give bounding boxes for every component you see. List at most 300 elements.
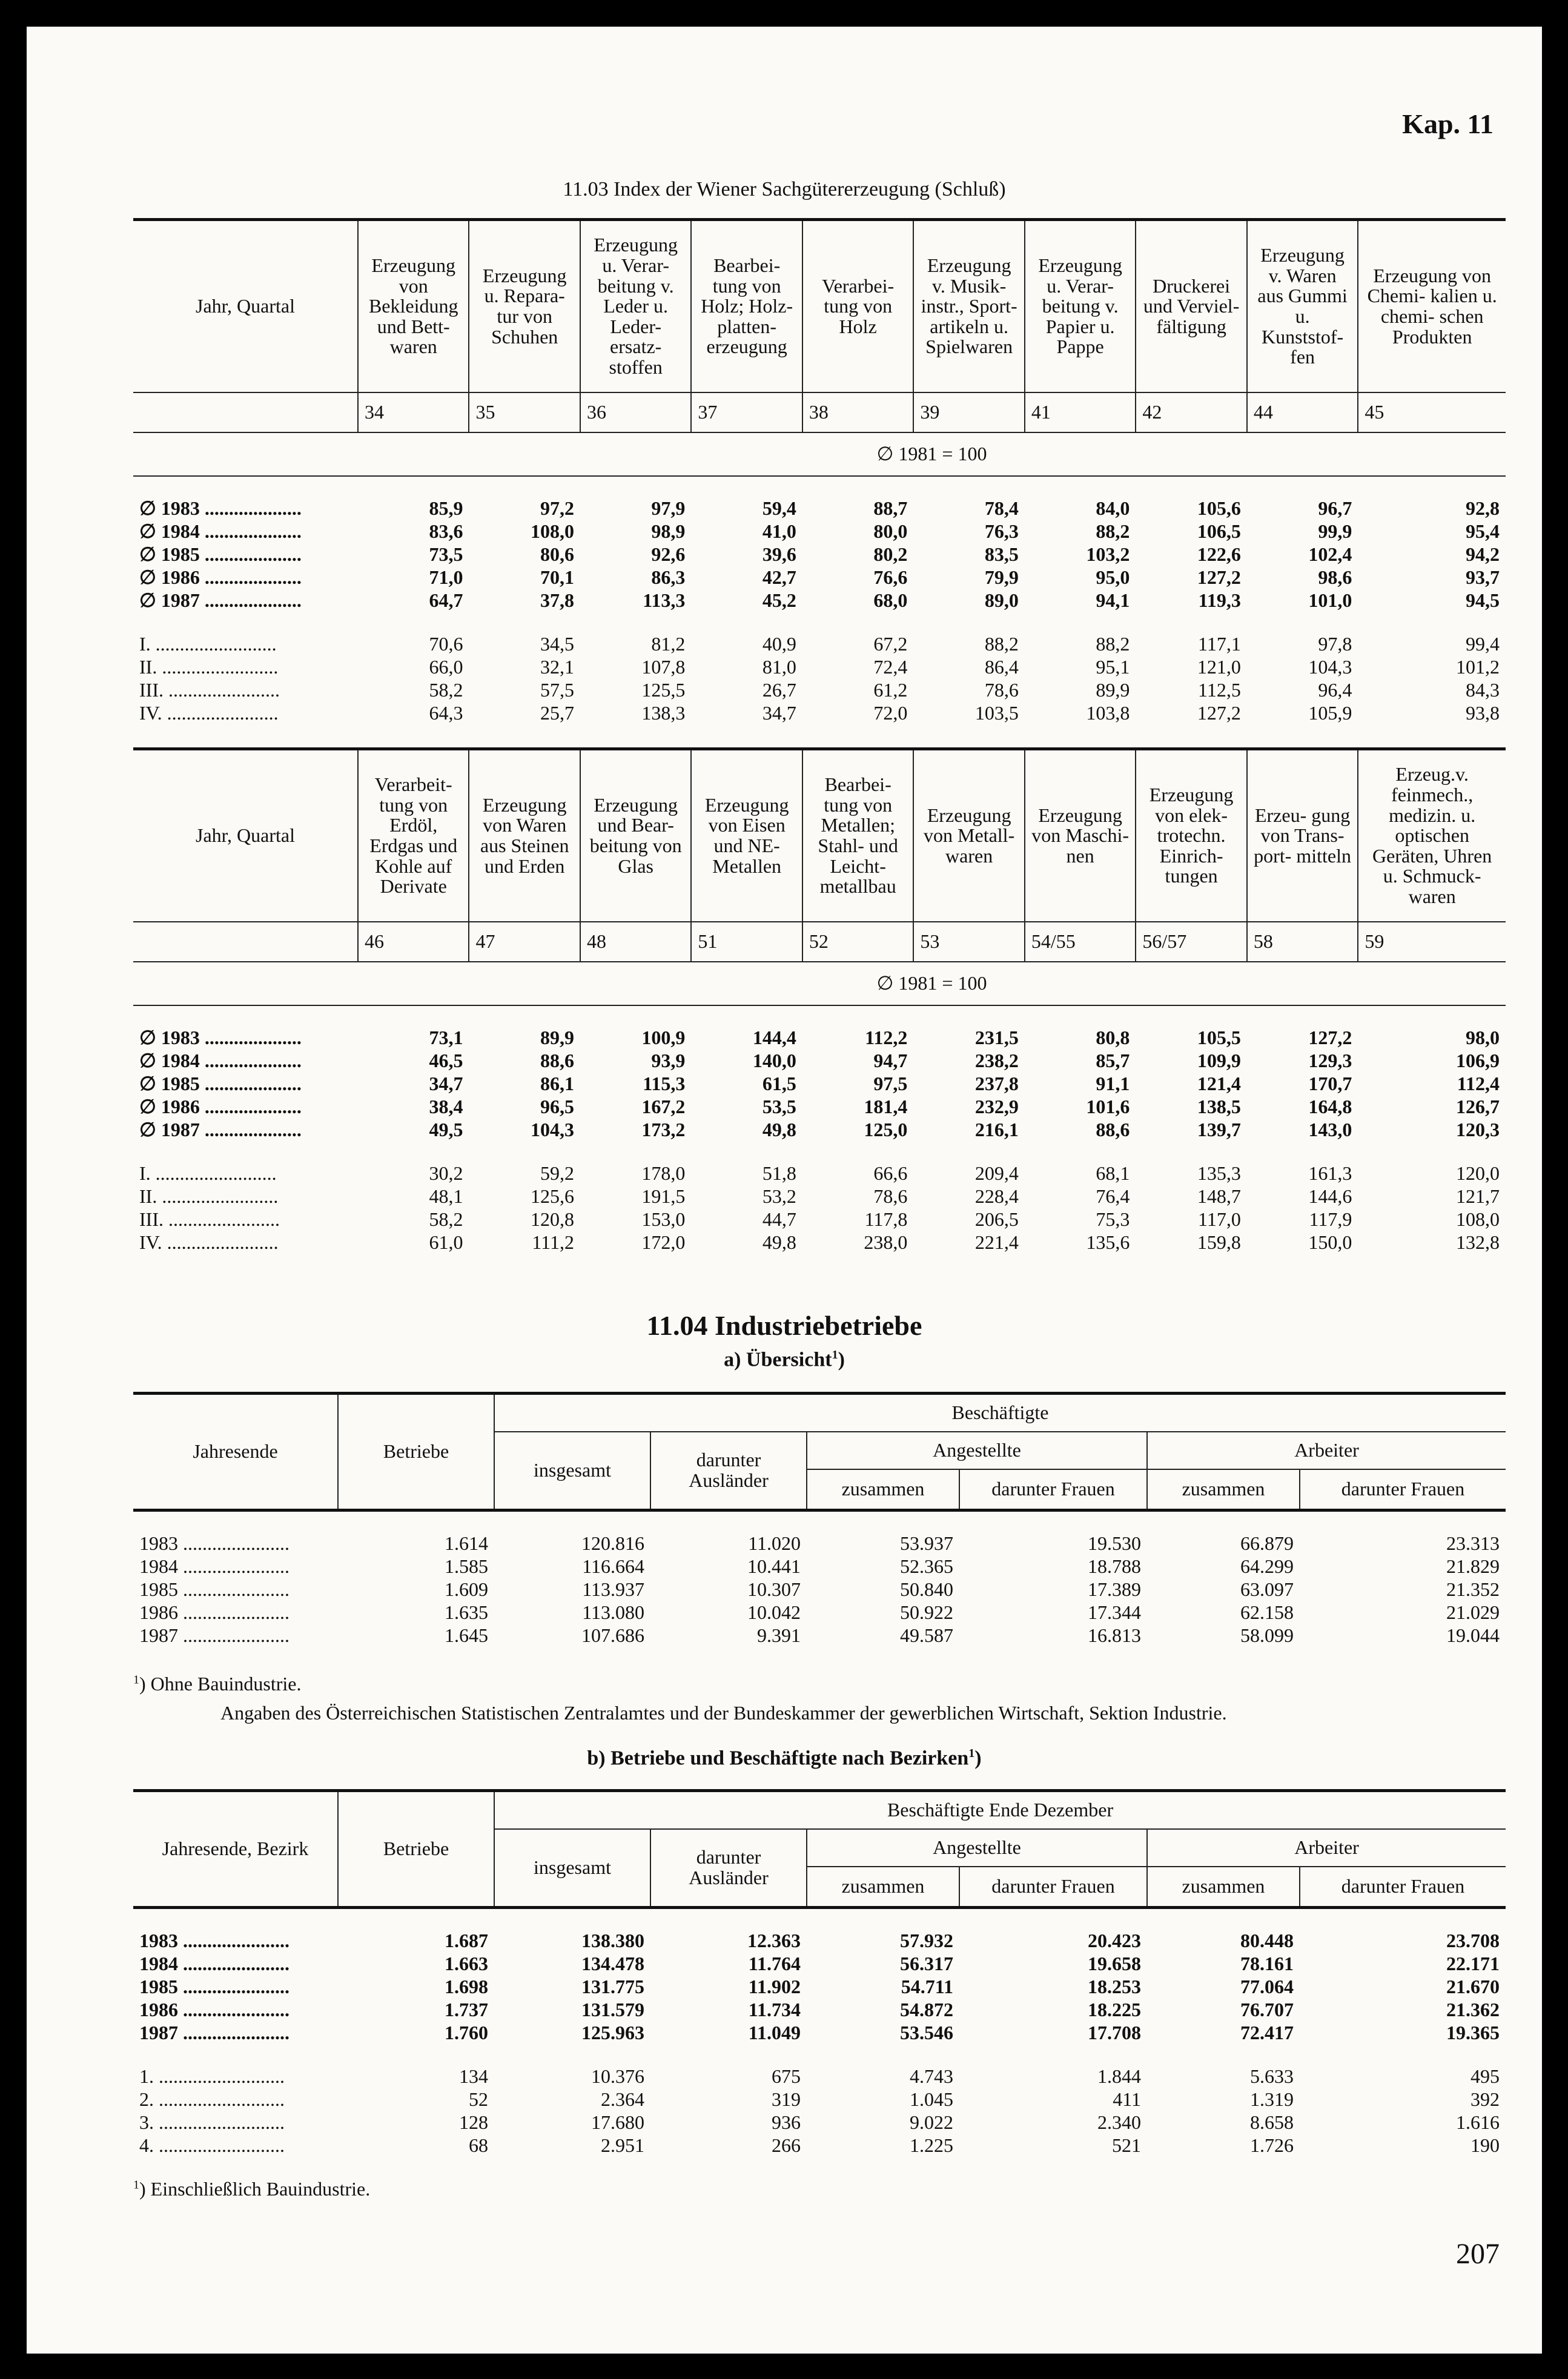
value-cell: 97,2 [540, 497, 574, 520]
value-cell: 98,6 [1318, 566, 1352, 589]
value-cell: 178,0 [641, 1162, 686, 1185]
value-cell: 86,1 [540, 1073, 574, 1095]
value-cell: 139,7 [1197, 1119, 1241, 1141]
value-cell: 76,3 [984, 520, 1019, 543]
column-header: Verarbei- tung von Holz [802, 220, 913, 393]
value-cell: 85,9 [429, 497, 463, 520]
value-cell: 150,0 [1308, 1231, 1352, 1254]
value-cell: 61,0 [429, 1231, 463, 1254]
value-cell: 107,8 [641, 656, 686, 678]
value-cell: 127,2 [1197, 702, 1241, 724]
value-cell: 57,5 [540, 679, 574, 701]
row-label: ∅ 1986 .................... [139, 1096, 302, 1118]
value-cell: 1.045 [910, 2088, 953, 2111]
value-cell: 228,4 [974, 1185, 1019, 1208]
value-cell: 84,3 [1466, 679, 1500, 701]
table-row [133, 1976, 1506, 1999]
subheader: darunter Frauen [959, 1469, 1147, 1510]
table-row [133, 1050, 1506, 1073]
value-cell: 1.319 [1250, 2088, 1294, 2111]
value-cell: 80.448 [1240, 1930, 1294, 1952]
value-cell: 83,6 [429, 520, 463, 543]
code-blank [133, 392, 358, 432]
column-code: 44 [1247, 392, 1358, 432]
value-cell: 95,0 [1096, 566, 1130, 589]
value-cell: 181,4 [864, 1096, 908, 1118]
spacer [133, 2045, 1506, 2065]
value-cell: 75,3 [1096, 1208, 1130, 1231]
value-cell: 1.737 [445, 1999, 488, 2021]
value-cell: 112,4 [1457, 1073, 1500, 1095]
base-label: ∅ 1981 = 100 [358, 432, 1506, 476]
value-cell: 25,7 [540, 702, 574, 724]
value-cell: 138.380 [581, 1930, 644, 1952]
value-cell: 111,2 [532, 1231, 574, 1254]
value-cell: 76,6 [873, 566, 908, 589]
table-row [133, 566, 1506, 589]
table-row [133, 2022, 1506, 2045]
table-row [133, 1999, 1506, 2022]
value-cell: 1.225 [910, 2134, 953, 2157]
column-code: 45 [1358, 392, 1506, 432]
value-cell: 108,0 [530, 520, 574, 543]
value-cell: 51,8 [762, 1162, 796, 1185]
row-label: 2. .......................... [139, 2088, 285, 2111]
value-cell: 167,2 [641, 1096, 686, 1118]
value-cell: 113.937 [582, 1578, 644, 1601]
row-label: III. ....................... [139, 1208, 280, 1231]
value-cell: 52 [469, 2088, 488, 2111]
value-cell: 67,2 [873, 633, 908, 655]
value-cell: 1.609 [445, 1578, 488, 1601]
value-cell: 104,3 [1308, 656, 1352, 678]
value-cell: 49,5 [429, 1119, 463, 1141]
value-cell: 125.963 [581, 2022, 644, 2044]
value-cell: 17.389 [1088, 1578, 1141, 1601]
value-cell: 61,2 [873, 679, 908, 701]
spacer-row [133, 1510, 1506, 1533]
value-cell: 80,6 [540, 543, 574, 566]
table-row [133, 1624, 1506, 1647]
value-cell: 100,9 [641, 1027, 686, 1049]
auslaender-header: darunter Ausländer [650, 1829, 807, 1908]
arbeiter-header: Arbeiter [1147, 1829, 1506, 1867]
value-cell: 86,3 [651, 566, 686, 589]
value-cell: 131.775 [581, 1976, 644, 1998]
value-cell: 113,3 [643, 589, 686, 612]
value-cell: 109,9 [1197, 1050, 1241, 1072]
value-cell: 101,2 [1456, 656, 1500, 678]
value-cell: 238,2 [974, 1050, 1019, 1072]
row-label: IV. ....................... [139, 702, 279, 724]
value-cell: 98,9 [651, 520, 686, 543]
row-label: 4. .......................... [139, 2134, 285, 2157]
value-cell: 22.171 [1446, 1953, 1500, 1975]
value-cell: 99,4 [1466, 633, 1500, 655]
value-cell: 411 [1113, 2088, 1141, 2111]
value-cell: 21.829 [1446, 1555, 1500, 1578]
value-cell: 1.844 [1097, 2065, 1141, 2088]
row-label: II. ........................ [139, 656, 279, 678]
column-code: 48 [580, 922, 691, 962]
table-row [133, 1555, 1506, 1578]
value-cell: 18.225 [1088, 1999, 1141, 2021]
spacer [133, 1005, 1506, 1027]
value-cell: 12.363 [747, 1930, 801, 1952]
column-header: Bearbei- tung von Holz; Holz- platten- erzeugung [691, 220, 802, 393]
value-cell: 68,1 [1096, 1162, 1130, 1185]
value-cell: 101,6 [1086, 1096, 1130, 1118]
value-cell: 48,1 [429, 1185, 463, 1208]
table-1104a-subtitle: a) Übersicht$^1$) [724, 1348, 845, 1371]
header-row [133, 220, 1506, 393]
value-cell: 103,5 [974, 702, 1019, 724]
column-header: Erzeug.v. feinmech., medizin. u. optischen Geräten, Uhren u. Schmuck- waren [1358, 749, 1506, 922]
value-cell: 62.158 [1240, 1601, 1294, 1624]
table-row [133, 1185, 1506, 1208]
value-cell: 40,9 [762, 633, 796, 655]
value-cell: 20.423 [1088, 1930, 1141, 1952]
spacer-row [133, 612, 1506, 633]
value-cell: 319 [772, 2088, 801, 2111]
table-row [133, 679, 1506, 702]
value-cell: 10.307 [747, 1578, 801, 1601]
value-cell: 49.587 [900, 1624, 953, 1647]
row-label: 3. .......................... [139, 2111, 285, 2134]
value-cell: 172,0 [641, 1231, 686, 1254]
value-cell: 1.663 [445, 1953, 488, 1975]
value-cell: 21.352 [1446, 1578, 1500, 1601]
value-cell: 170,7 [1308, 1073, 1352, 1095]
column-code: 51 [691, 922, 802, 962]
table-row [133, 633, 1506, 656]
value-cell: 125,0 [864, 1119, 908, 1141]
value-cell: 120,0 [1456, 1162, 1500, 1185]
value-cell: 1.635 [445, 1601, 488, 1624]
header-row [133, 1394, 1506, 1432]
column-code: 34 [358, 392, 469, 432]
value-cell: 134 [459, 2065, 488, 2088]
value-cell: 96,7 [1318, 497, 1352, 520]
table-row [133, 702, 1506, 725]
column-code: 52 [802, 922, 913, 962]
value-cell: 266 [772, 2134, 801, 2157]
value-cell: 70,6 [429, 633, 463, 655]
row-label: ∅ 1986 .................... [139, 566, 302, 589]
footnote-1104a: $^1$) Ohne Bauindustrie. [133, 1673, 302, 1695]
value-cell: 120,8 [530, 1208, 574, 1231]
value-cell: 10.042 [747, 1601, 801, 1624]
value-cell: 92,8 [1466, 497, 1500, 520]
row-header-cell: Jahr, Quartal [133, 749, 358, 922]
value-cell: 83,5 [984, 543, 1019, 566]
value-cell: 2.340 [1097, 2111, 1141, 2134]
value-cell: 79,9 [984, 566, 1019, 589]
value-cell: 21.362 [1446, 1999, 1500, 2021]
value-cell: 16.813 [1088, 1624, 1141, 1647]
value-cell: 159,8 [1197, 1231, 1241, 1254]
table-row [133, 2134, 1506, 2157]
beschaeftigte-header: Beschäftigte Ende Dezember [494, 1791, 1506, 1830]
value-cell: 1.585 [445, 1555, 488, 1578]
value-cell: 94,5 [1466, 589, 1500, 612]
value-cell: 37,8 [540, 589, 574, 612]
auslaender-header: darunter Ausländer [650, 1432, 807, 1510]
value-cell: 34,7 [429, 1073, 463, 1095]
value-cell: 99,9 [1318, 520, 1352, 543]
column-header: Erzeugung v. Musik- instr., Sport- artikeln u. Spielwaren [913, 220, 1024, 393]
row-label: I. ......................... [139, 1162, 277, 1185]
value-cell: 135,3 [1197, 1162, 1241, 1185]
value-cell: 94,2 [1466, 543, 1500, 566]
row-label: ∅ 1985 .................... [139, 1073, 302, 1095]
value-cell: 143,0 [1308, 1119, 1352, 1141]
column-code: 38 [802, 392, 913, 432]
value-cell: 97,8 [1318, 633, 1352, 655]
value-cell: 190 [1470, 2134, 1500, 2157]
value-cell: 129,3 [1308, 1050, 1352, 1072]
table-row [133, 1096, 1506, 1119]
table-row [133, 2065, 1506, 2088]
value-cell: 54.711 [901, 1976, 953, 1998]
subheader: zusammen [807, 1867, 959, 1908]
table-row [133, 1119, 1506, 1142]
value-cell: 209,4 [974, 1162, 1019, 1185]
value-cell: 1.645 [445, 1624, 488, 1647]
base-blank [133, 432, 358, 476]
table-row [133, 520, 1506, 543]
value-cell: 73,1 [429, 1027, 463, 1049]
column-header: Bearbei- tung von Metallen; Stahl- und Leicht- metallbau [802, 749, 913, 922]
value-cell: 126,7 [1456, 1096, 1500, 1118]
value-cell: 120.816 [581, 1532, 644, 1555]
value-cell: 34,7 [762, 702, 796, 724]
value-cell: 88,2 [984, 633, 1019, 655]
value-cell: 11.902 [748, 1976, 801, 1998]
value-cell: 9.391 [757, 1624, 801, 1647]
column-code: 46 [358, 922, 469, 962]
value-cell: 127,2 [1197, 566, 1241, 589]
value-cell: 50.922 [900, 1601, 953, 1624]
value-cell: 95,4 [1466, 520, 1500, 543]
value-cell: 116.664 [582, 1555, 644, 1578]
value-cell: 88,6 [540, 1050, 574, 1072]
table-row [133, 1208, 1506, 1231]
column-header: Erzeugung von Chemi- kalien u. chemi- schen Produkten [1358, 220, 1506, 393]
column-code: 53 [913, 922, 1024, 962]
value-cell: 106,5 [1197, 520, 1241, 543]
value-cell: 128 [459, 2111, 488, 2134]
value-cell: 173,2 [641, 1119, 686, 1141]
subheader: zusammen [1147, 1867, 1300, 1908]
base-blank [133, 962, 358, 1005]
row-label: ∅ 1987 .................... [139, 589, 302, 612]
districts-table [133, 1789, 1506, 2157]
value-cell: 144,6 [1308, 1185, 1352, 1208]
value-cell: 81,2 [651, 633, 686, 655]
value-cell: 17.344 [1088, 1601, 1141, 1624]
value-cell: 70,1 [540, 566, 574, 589]
column-header: Druckerei und Verviel- fältigung [1136, 220, 1246, 393]
value-cell: 17.708 [1088, 2022, 1141, 2044]
column-header: Erzeu- gung von Trans- port- mitteln [1247, 749, 1358, 922]
row-header-cell: Jahresende, Bezirk [133, 1791, 338, 1908]
value-cell: 80,8 [1096, 1027, 1130, 1049]
index-table-part-1 [133, 218, 1506, 725]
value-cell: 21.029 [1446, 1601, 1500, 1624]
value-cell: 105,5 [1197, 1027, 1241, 1049]
value-cell: 119,3 [1198, 589, 1241, 612]
arbeiter-header: Arbeiter [1147, 1432, 1506, 1469]
value-cell: 72.417 [1240, 2022, 1294, 2044]
value-cell: 41,0 [762, 520, 796, 543]
value-cell: 221,4 [974, 1231, 1019, 1254]
value-cell: 92,6 [651, 543, 686, 566]
value-cell: 78,4 [984, 497, 1019, 520]
value-cell: 76.707 [1240, 1999, 1294, 2021]
column-code: 56/57 [1136, 922, 1246, 962]
industry-overview-table [133, 1392, 1506, 1647]
row-label: ∅ 1985 .................... [139, 543, 302, 566]
value-cell: 936 [772, 2111, 801, 2134]
row-label: ∅ 1984 .................... [139, 1050, 302, 1072]
betriebe-header: Betriebe [338, 1394, 494, 1510]
value-cell: 59,2 [540, 1162, 574, 1185]
value-cell: 231,5 [974, 1027, 1019, 1049]
column-code: 58 [1247, 922, 1358, 962]
value-cell: 66,6 [873, 1162, 908, 1185]
value-cell: 8.658 [1250, 2111, 1294, 2134]
column-code: 36 [580, 392, 691, 432]
spacer-row [133, 1142, 1506, 1162]
column-code: 35 [469, 392, 580, 432]
value-cell: 18.788 [1088, 1555, 1141, 1578]
value-cell: 38,4 [429, 1096, 463, 1118]
value-cell: 117,1 [1198, 633, 1241, 655]
row-label: 1987 ...................... [139, 2022, 289, 2044]
spacer-row [133, 1005, 1506, 1027]
column-header: Erzeugung u. Verar- beitung v. Leder u. Leder- ersatz- stoffen [580, 220, 691, 393]
table-row [133, 1162, 1506, 1185]
value-cell: 19.530 [1088, 1532, 1141, 1555]
insgesamt-header: insgesamt [494, 1829, 650, 1908]
row-header-cell: Jahr, Quartal [133, 220, 358, 393]
value-cell: 78,6 [873, 1185, 908, 1208]
insgesamt-header: insgesamt [494, 1432, 650, 1510]
value-cell: 495 [1470, 2065, 1500, 2088]
value-cell: 1.687 [445, 1930, 488, 1952]
value-cell: 57.932 [900, 1930, 953, 1952]
subheader: zusammen [1147, 1469, 1300, 1510]
value-cell: 106,9 [1456, 1050, 1500, 1072]
row-label: 1985 ...................... [139, 1976, 289, 1998]
value-cell: 23.708 [1446, 1930, 1500, 1952]
value-cell: 80,0 [873, 520, 908, 543]
value-cell: 49,8 [762, 1119, 796, 1141]
value-cell: 66,0 [429, 656, 463, 678]
row-label: I. ......................... [139, 633, 277, 655]
value-cell: 88,6 [1096, 1119, 1130, 1141]
spacer [133, 1510, 1506, 1533]
value-cell: 97,9 [651, 497, 686, 520]
beschaeftigte-header: Beschäftigte [494, 1394, 1506, 1432]
table-1104b-subtitle: b) Betriebe und Beschäftigte nach Bezirken$^1$) [587, 1747, 982, 1770]
value-cell: 1.726 [1250, 2134, 1294, 2157]
value-cell: 112,2 [865, 1027, 908, 1049]
value-cell: 19.658 [1088, 1953, 1141, 1975]
row-label: 1986 ...................... [139, 1601, 289, 1624]
table-row [133, 1953, 1506, 1976]
value-cell: 50.840 [900, 1578, 953, 1601]
table-row [133, 589, 1506, 612]
value-cell: 78,6 [984, 679, 1019, 701]
value-cell: 93,9 [651, 1050, 686, 1072]
row-label: 1985 ...................... [139, 1578, 289, 1601]
row-label: ∅ 1987 .................... [139, 1119, 302, 1141]
value-cell: 54.872 [900, 1999, 953, 2021]
value-cell: 81,0 [762, 656, 796, 678]
value-cell: 39,6 [762, 543, 796, 566]
value-cell: 121,0 [1197, 656, 1241, 678]
value-cell: 148,7 [1197, 1185, 1241, 1208]
value-cell: 49,8 [762, 1231, 796, 1254]
spacer [133, 1142, 1506, 1162]
spacer-row [133, 2045, 1506, 2065]
value-cell: 76,4 [1096, 1185, 1130, 1208]
code-row [133, 922, 1506, 962]
column-header: Erzeugung v. Waren aus Gummi u. Kunststof- fen [1247, 220, 1358, 393]
value-cell: 102,4 [1308, 543, 1352, 566]
value-cell: 5.633 [1250, 2065, 1294, 2088]
value-cell: 1.698 [445, 1976, 488, 1998]
code-row [133, 392, 1506, 432]
spacer [133, 476, 1506, 497]
table-1104-title: 11.04 Industriebetriebe [646, 1310, 922, 1341]
value-cell: 206,5 [974, 1208, 1019, 1231]
column-header: Erzeugung von elek- trotechn. Einrich- tungen [1136, 749, 1246, 922]
spacer-row [133, 476, 1506, 497]
value-cell: 23.313 [1446, 1532, 1500, 1555]
column-header: Erzeugung und Bear- beitung von Glas [580, 749, 691, 922]
base-row [133, 962, 1506, 1005]
subheader: darunter Frauen [959, 1867, 1147, 1908]
table-row [133, 1578, 1506, 1601]
column-code: 37 [691, 392, 802, 432]
table-row [133, 1073, 1506, 1096]
table-1103-title: 11.03 Index der Wiener Sachgütererzeugung (Schluß) [563, 178, 1006, 200]
value-cell: 121,7 [1456, 1185, 1500, 1208]
value-cell: 46,5 [429, 1050, 463, 1072]
value-cell: 115,3 [643, 1073, 686, 1095]
value-cell: 105,6 [1197, 497, 1241, 520]
footnote-1104b: $^1$) Einschließlich Bauindustrie. [133, 2178, 371, 2200]
value-cell: 96,5 [540, 1096, 574, 1118]
value-cell: 117,8 [864, 1208, 908, 1231]
table-row [133, 1231, 1506, 1254]
table-row [133, 656, 1506, 679]
value-cell: 68,0 [873, 589, 908, 612]
subheader: darunter Frauen [1300, 1867, 1506, 1908]
row-label: 1983 ...................... [139, 1930, 289, 1952]
value-cell: 140,0 [752, 1050, 796, 1072]
value-cell: 66.879 [1240, 1532, 1294, 1555]
row-label: ∅ 1983 .................... [139, 497, 302, 520]
row-label: IV. ....................... [139, 1231, 279, 1254]
column-header: Erzeugung von Bekleidung und Bett- waren [358, 220, 469, 393]
value-cell: 191,5 [641, 1185, 686, 1208]
value-cell: 58,2 [429, 1208, 463, 1231]
value-cell: 86,4 [984, 656, 1019, 678]
